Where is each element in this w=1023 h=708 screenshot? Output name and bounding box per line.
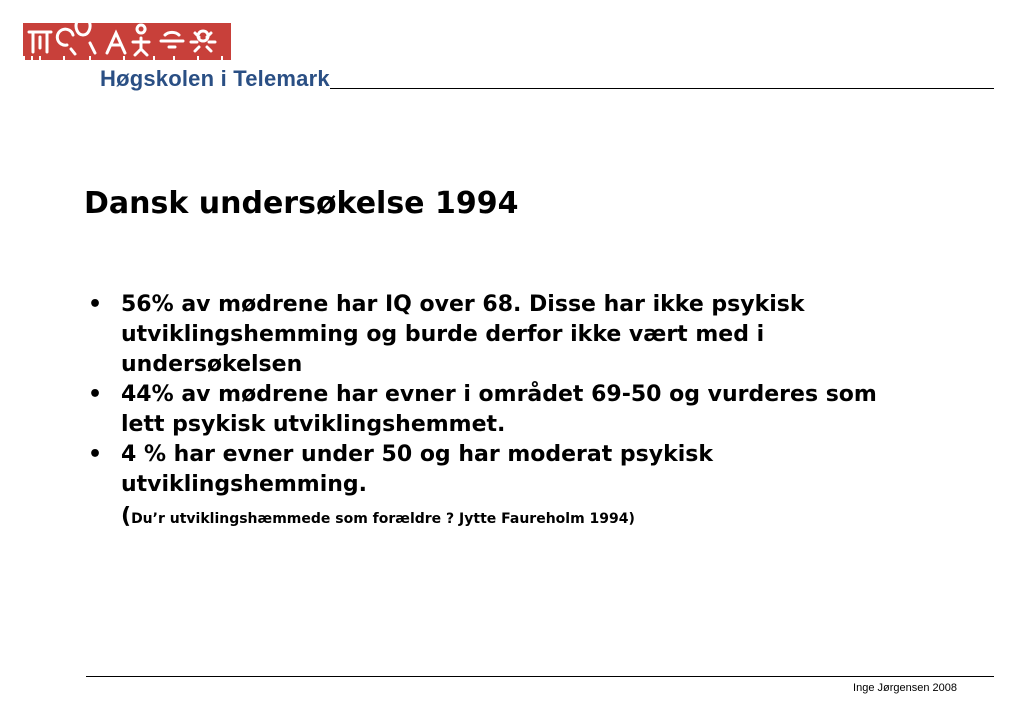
institution-logo-wordmark: Høgskolen i Telemark (100, 66, 330, 91)
header-divider (330, 88, 994, 89)
bullet-text: 56% av mødrene har IQ over 68. Disse har ikke psykisk utviklingshemming og burde derfor ikke vært med i undersøkelsen (121, 292, 805, 377)
bullet-marker: • (88, 442, 103, 467)
bullet-marker: • (88, 382, 103, 407)
bullet-list (84, 290, 914, 532)
footer-author: Inge Jørgensen 2008 (853, 682, 957, 694)
citation (121, 504, 914, 532)
rock-carving-glyphs-icon (23, 23, 231, 60)
bullet-text: 44% av mødrene har evner i området 69-50 og vurderes som lett psykisk utviklingshemmet. (121, 382, 877, 437)
bullet-marker: • (88, 292, 103, 317)
slide-title: Dansk undersøkelse 1994 (84, 186, 519, 221)
bullet-text: 4 % har evner under 50 og har moderat psykisk utviklingshemming. (121, 442, 714, 497)
bullet-item (84, 440, 914, 532)
bullet-item (84, 380, 914, 440)
institution-logo-emblem (23, 23, 231, 60)
citation-open-paren: ( (121, 504, 132, 529)
citation-text: Du’r utviklingshæmmede som forældre ? Jytte Faureholm 1994) (131, 511, 635, 527)
footer-divider (86, 676, 994, 677)
bullet-item (84, 290, 914, 380)
